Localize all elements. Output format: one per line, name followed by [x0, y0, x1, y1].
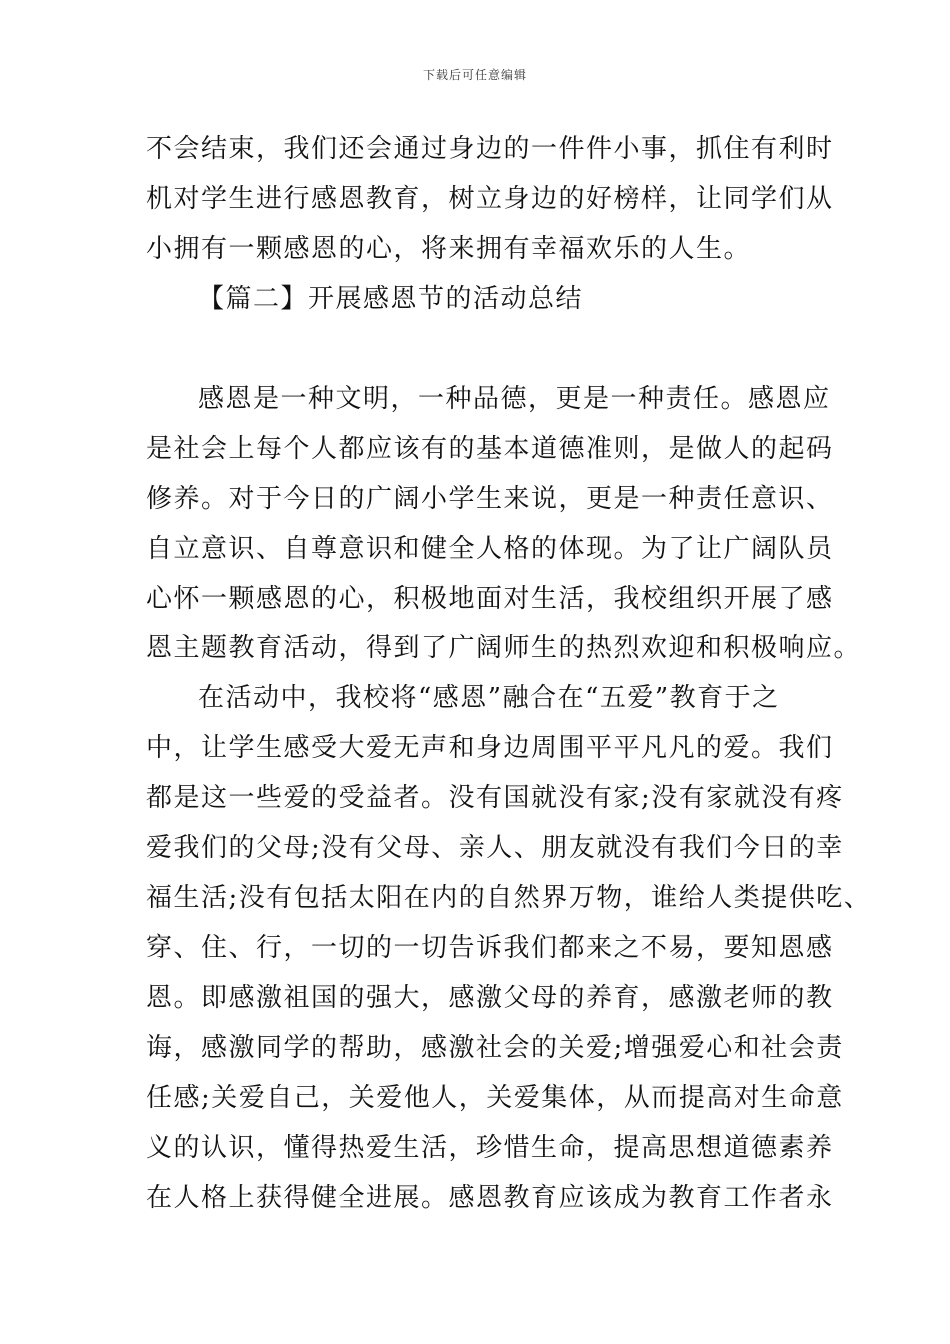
text-line: 中，让学生感受大爱无声和身边周围平平凡凡的爱。我们 [146, 733, 834, 763]
text-line: 心怀一颗感恩的心，积极地面对生活，我校组织开展了感 [146, 584, 834, 614]
text-line: 爱我们的父母;没有父母、亲人、朋友就没有我们今日的幸 [146, 833, 844, 863]
text-line: 穿、住、行，一切的一切告诉我们都来之不易，要知恩感 [146, 933, 834, 963]
text-line: 任感;关爱自己，关爱他人，关爱集体，从而提高对生命意 [146, 1083, 844, 1113]
section-heading: 【篇二】开展感恩节的活动总结 [198, 284, 584, 314]
text-line: 是社会上每个人都应该有的基本道德准则，是做人的起码 [146, 434, 834, 464]
text-line: 在活动中，我校将“感恩”融合在“五爱”教育于之 [198, 683, 780, 713]
text-line: 恩。即感激祖国的强大，感激父母的养育，感激老师的教 [146, 983, 834, 1013]
text-line: 福生活;没有包括太阳在内的自然界万物，谁给人类提供吃、 [146, 883, 872, 913]
text-line: 诲，感激同学的帮助，感激社会的关爱;增强爱心和社会责 [146, 1033, 844, 1063]
text-line: 在人格上获得健全进展。感恩教育应该成为教育工作者永 [146, 1183, 834, 1213]
page-header-note: 下载后可任意编辑 [422, 68, 527, 82]
text-line: 感恩是一种文明，一种品德，更是一种责任。感恩应 [198, 384, 831, 414]
text-line: 修养。对于今日的广阔小学生来说，更是一种责任意识、 [146, 484, 834, 514]
text-line: 机对学生进行感恩教育，树立身边的好榜样，让同学们从 [146, 184, 834, 214]
text-line: 义的认识，懂得热爱生活，珍惜生命，提高思想道德素养 [146, 1133, 834, 1163]
text-line: 恩主题教育活动，得到了广阔师生的热烈欢迎和积极响应。 [146, 633, 862, 663]
text-line: 小拥有一颗感恩的心，将来拥有幸福欢乐的人生。 [146, 234, 752, 264]
text-line: 自立意识、自尊意识和健全人格的体现。为了让广阔队员 [146, 534, 834, 564]
text-line: 都是这一些爱的受益者。没有国就没有家;没有家就没有疼 [146, 783, 844, 813]
text-line: 不会结束，我们还会通过身边的一件件小事，抓住有利时 [146, 134, 834, 164]
